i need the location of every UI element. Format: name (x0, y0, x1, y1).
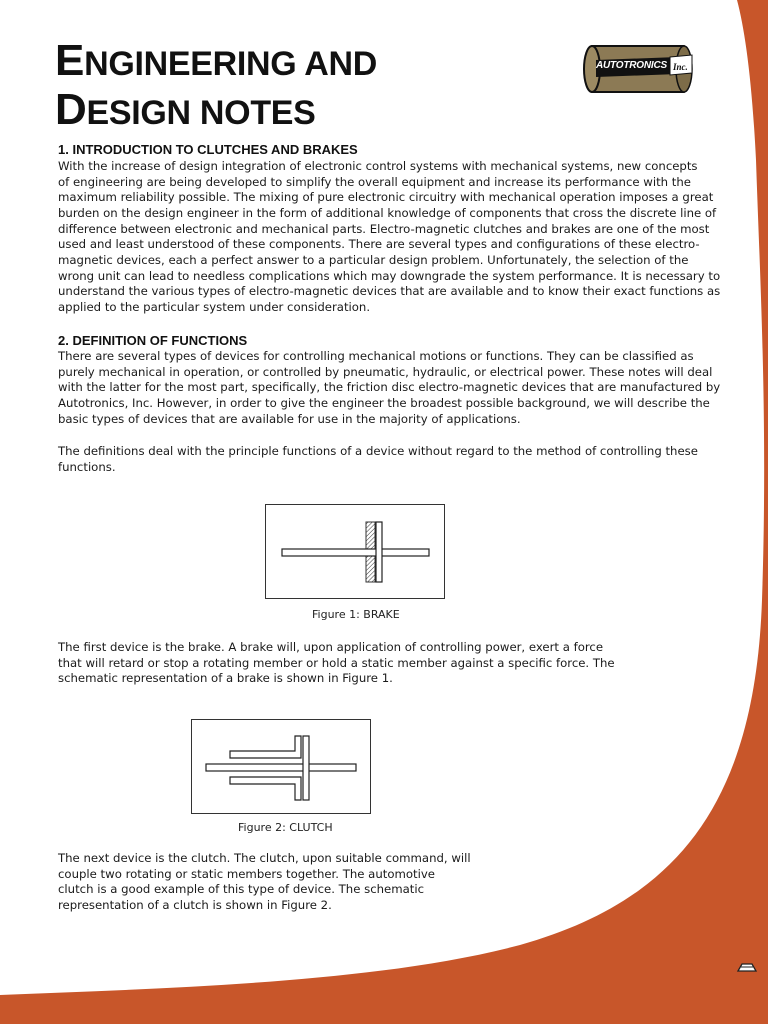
paragraph-line: There are several types of devices for controlling mechanical motions or functions. They can be classified as (58, 349, 694, 363)
paragraph-line: basic types of devices that are available for use in the majority of applications. (58, 411, 521, 426)
paragraph-line: wrong unit can lead to needless complications which may downgrade the system performance. It is necessary to (58, 268, 721, 283)
title-rest-2: ESIGN NOTES (86, 94, 316, 132)
paragraph-line: used and least understood of these components. There are several types and configurations of these electro- (58, 237, 700, 252)
section-2-heading: 2. DEFINITION OF FUNCTIONS (58, 333, 248, 348)
figure-2-caption: Figure 2: CLUTCH (238, 821, 333, 834)
paragraph-line: maximum reliability possible. The mixing of pure electronic circuitry with mechanical operation imposes a great (58, 190, 714, 205)
brake-schematic (266, 505, 444, 598)
paragraph-line: purely mechanical in operation, or controlled by pneumatic, hydraulic, or electrical power. These notes will deal (58, 364, 713, 379)
paragraph-line: Autotronics, Inc. However, in order to give the engineer the broadest possible background, we will describe the (58, 395, 710, 410)
autotronics-logo (582, 42, 700, 96)
paragraph-line: difference between electronic and mechanical parts. Electro-magnetic clutches and brakes are one of the most (58, 221, 710, 236)
paragraph-line: The first device is the brake. A brake will, upon application of controlling power, exert a force (58, 640, 604, 654)
paragraph-line: The definitions deal with the principle functions of a device without regard to the method of controlling these (58, 444, 698, 458)
paragraph-line: clutch is a good example of this type of device. The schematic (58, 882, 425, 897)
paragraph-line: burden on the design engineer in the form of additional knowledge of components that cross the discrete line of (58, 205, 717, 220)
paragraph-line: functions. (58, 459, 116, 474)
paragraph-line: applied to the particular system under consideration. (58, 299, 371, 314)
clutch-schematic (192, 720, 370, 813)
title-line-1 (55, 38, 377, 87)
section-2-paragraph-2 (58, 444, 698, 475)
figure-1-caption: Figure 1: BRAKE (312, 608, 400, 621)
figure-1-brake (265, 504, 445, 599)
title-line-2 (55, 87, 377, 136)
title-rest: NGINEERING AND (84, 45, 378, 83)
logo-suffix-text: Inc. (673, 62, 688, 72)
title-initial-2: D (55, 85, 87, 134)
page-title (55, 38, 377, 136)
paragraph-line: schematic representation of a brake is shown in Figure 1. (58, 671, 393, 686)
paragraph-line: magnetic devices, each a perfect answer to a particular design problem. Unfortunately, the selection of the (58, 252, 689, 267)
paragraph-line: With the increase of design integration of electronic control systems with mechanical systems, new concepts (58, 159, 698, 173)
logo-company-text: AUTOTRONICS (596, 60, 667, 71)
paragraph-line: understand the various types of electro-magnetic devices that are available and to know their exact functions as (58, 284, 721, 299)
brake-description (58, 640, 615, 687)
section-1-paragraph (58, 159, 720, 316)
paragraph-line: representation of a clutch is shown in Figure 2. (58, 897, 332, 912)
paragraph-line: that will retard or stop a rotating member or hold a static member against a specific force. The (58, 655, 615, 670)
paragraph-line: The next device is the clutch. The clutch, upon suitable command, will (58, 851, 471, 865)
title-initial: E (55, 36, 85, 85)
clutch-description (58, 851, 471, 914)
paragraph-line: couple two rotating or static members together. The automotive (58, 866, 435, 881)
section-1-heading: 1. INTRODUCTION TO CLUTCHES AND BRAKES (58, 142, 358, 157)
tab-arrow-icon[interactable] (736, 961, 758, 973)
paragraph-line: with the latter for the most part, specifically, the friction disc electro-magnetic devices that are manufactured by (58, 380, 721, 395)
figure-2-clutch (191, 719, 371, 814)
section-2-paragraph (58, 349, 720, 427)
paragraph-line: of engineering are being developed to simplify the overall equipment and increase its performance with the (58, 174, 691, 189)
